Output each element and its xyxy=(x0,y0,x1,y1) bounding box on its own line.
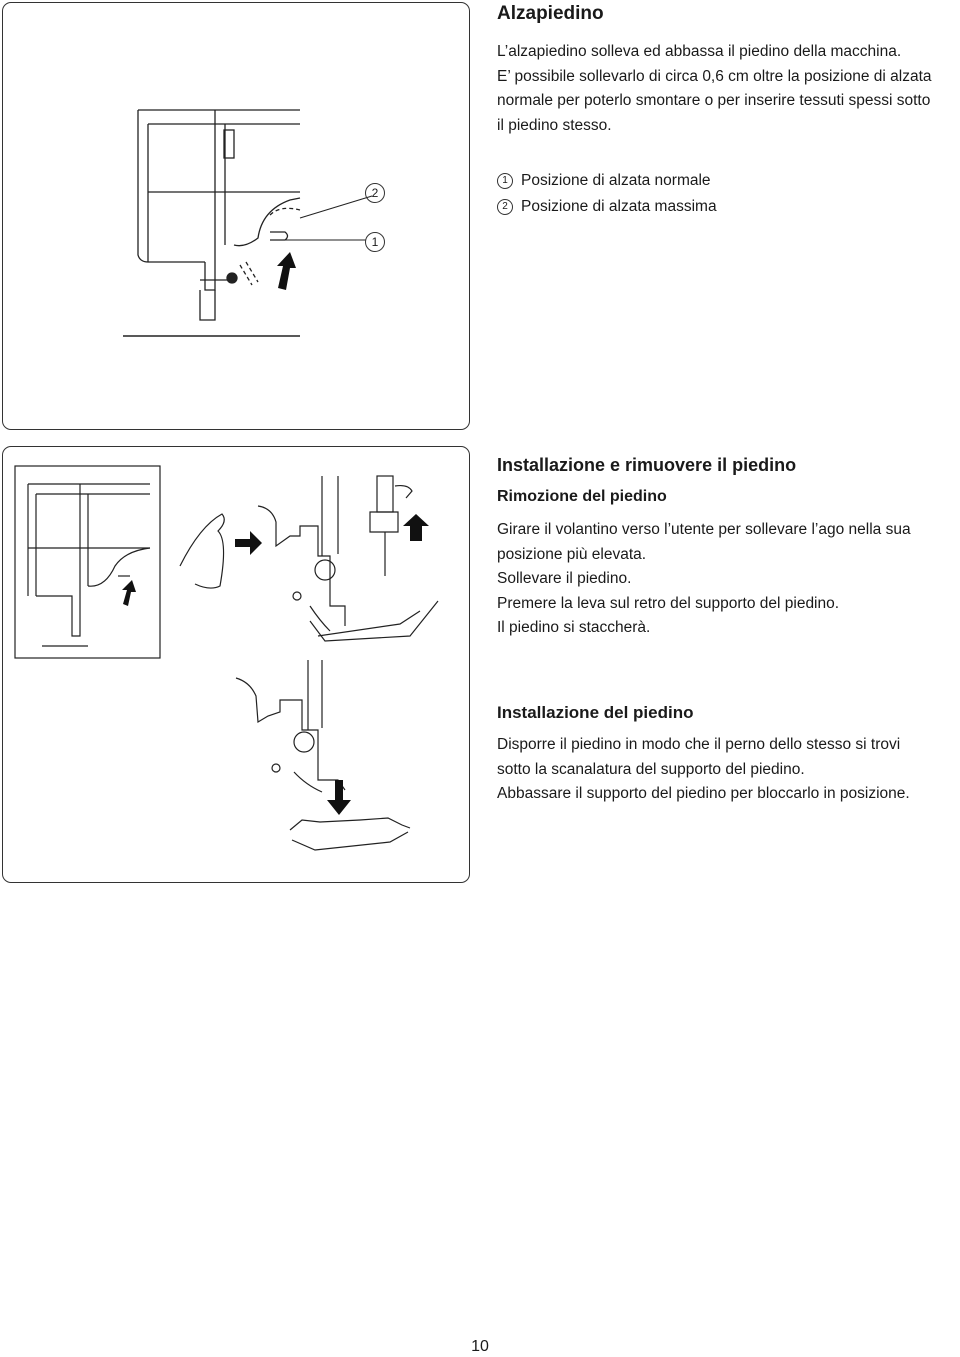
section3-paragraph xyxy=(497,733,957,807)
legend-number-1: 1 xyxy=(497,173,513,189)
legend-number-2: 2 xyxy=(497,199,513,215)
section3-line-1: Disporre il piedino in modo che il perno dello stesso si trovi xyxy=(497,736,901,753)
section2-line-5: Il piedino si staccherà. xyxy=(497,619,651,636)
section2-line-2: posizione più elevata. xyxy=(497,545,647,563)
section2-paragraph xyxy=(497,518,957,641)
section2-line-4: Premere la leva sul retro del supporto del piedino. xyxy=(497,594,840,612)
section2-line-3: Sollevare il piedino. xyxy=(497,570,632,587)
page-number: 10 xyxy=(471,1338,489,1355)
section1-line-3: normale per poterlo smontare o per inserire tessuti spessi sotto xyxy=(497,92,931,109)
legend xyxy=(497,168,717,220)
presser-lifter-illustration xyxy=(0,0,470,430)
legend-text-2: Posizione di alzata massima xyxy=(521,198,717,215)
section1-line-1: L’alzapiedino solleva ed abbassa il piedino della macchina. xyxy=(497,43,902,60)
section1-line-2: E’ possibile sollevarlo di circa 0,6 cm oltre la posizione di alzata xyxy=(497,67,932,85)
section3-line-2: sotto la scanalatura del supporto del piedino. xyxy=(497,760,805,778)
section-title-alzapiedino: Alzapiedino xyxy=(497,3,604,24)
callout-1: 1 xyxy=(365,232,385,252)
subtitle-rimozione: Rimozione del piedino xyxy=(497,488,667,505)
legend-item-1 xyxy=(497,168,717,194)
callout-2: 2 xyxy=(365,183,385,203)
legend-text-1: Posizione di alzata normale xyxy=(521,172,711,189)
subtitle-installazione-piedino: Installazione del piedino xyxy=(497,703,694,722)
legend-item-2 xyxy=(497,194,717,220)
section2-line-1: Girare il volantino verso l’utente per sollevare l’ago nella sua xyxy=(497,521,911,538)
section-title-installazione: Installazione e rimuovere il piedino xyxy=(497,455,797,475)
section3-line-3: Abbassare il supporto del piedino per bloccarlo in posizione. xyxy=(497,785,910,802)
foot-install-illustration xyxy=(0,660,470,880)
section1-line-4: il piedino stesso. xyxy=(497,116,612,134)
section1-paragraph xyxy=(497,40,957,138)
